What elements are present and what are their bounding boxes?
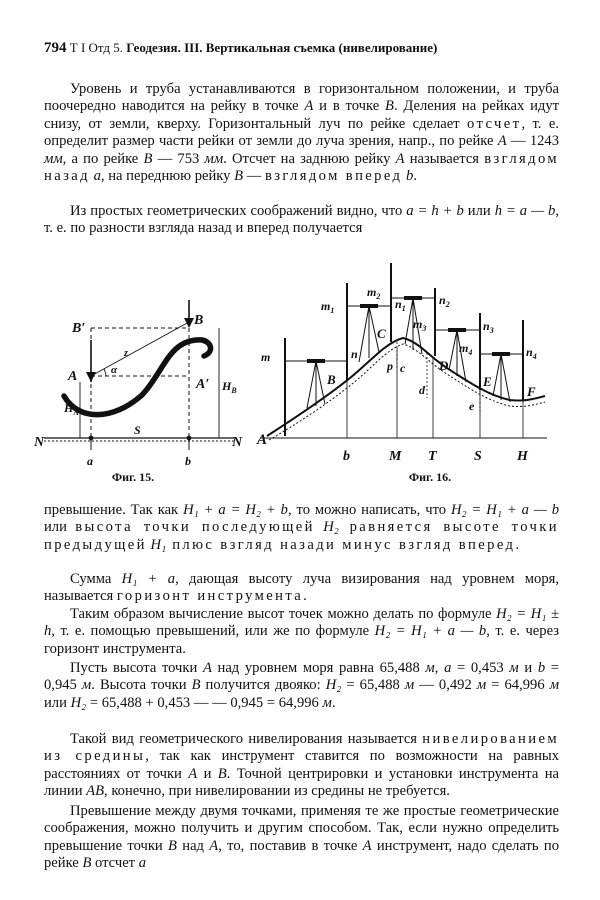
label-B-prime: B′ (72, 321, 86, 336)
tripod-1 (307, 361, 325, 408)
label-A-prime: A′ (196, 377, 210, 392)
label-b-axis: b (343, 449, 350, 463)
paragraph-5: Таким образом вычисление высот точек можно делать по формуле H₂ = H₁ ± h, т. е. помощью превышений, или же по формуле H₂ = H₁ + a — b, т. е. через горизонт инструмента. (44, 606, 560, 657)
label-e: e (469, 399, 475, 413)
label-F: F (527, 384, 536, 399)
paragraph-4: Сумма H₁ + a, дающая высоту луча визирования над уровнем моря, называется горизонт инструмента. (44, 571, 559, 605)
label-d: d (419, 383, 425, 397)
running-header (44, 40, 559, 60)
arrowhead-B (184, 318, 194, 328)
paragraph-2: Из простых геометрических соображений видно, что a = h + b или h = a — b, т. е. по разности взгляда назад и вперед получается (44, 203, 560, 237)
label-N-left: N (34, 435, 45, 450)
label-alpha: α (111, 364, 118, 376)
label-z: z (124, 348, 128, 359)
section-title: Геодезия. (126, 40, 181, 55)
label-B: B (327, 372, 336, 387)
part-number: Т I (69, 40, 86, 55)
label-n4: $n_4$ (526, 345, 537, 361)
label-c: c (400, 361, 406, 375)
figure-16-diagram (255, 258, 555, 463)
figure-15-diagram (34, 300, 249, 470)
label-a: a (87, 454, 93, 468)
paragraph-3: превышение. Так как H₁ + a = H₂ + b, то можно написать, что H₂ = H₁ + a — b или высота точки последующей H₂ равняется высоте точки предыдущей H₁ плюс взгляд назади минус взгляд вперед. (44, 502, 559, 553)
label-m1: $m_1$ (321, 299, 335, 315)
label-M-axis: M (389, 449, 402, 463)
label-n2: $n_2$ (439, 293, 450, 309)
label-m4: $m_4$ (459, 341, 473, 357)
label-A: A (68, 369, 78, 384)
label-T-axis: T (428, 449, 437, 463)
label-S: S (134, 423, 141, 437)
tripod-4 (449, 330, 466, 382)
label-m3: $m_3$ (413, 317, 427, 333)
label-C: C (377, 326, 386, 341)
level-3 (404, 296, 422, 300)
label-A: A (257, 432, 268, 448)
section-number: Отд 5. (88, 40, 124, 55)
label-p: p (387, 359, 393, 373)
level-1 (307, 359, 325, 363)
label-n1: $n_1$ (395, 297, 406, 313)
angle-arc (104, 369, 106, 376)
label-B: B (194, 313, 204, 328)
paragraph-7: Такой вид геометрического нивелирования называется нивелированием из средины, так как инструмент ставится по возможности на равных расстояниях от точки A и B. Точной центрировки и установки инструмента на линии AB, конечно, при нивелировании из средины не требуется. (44, 731, 560, 800)
level-4 (448, 328, 466, 332)
point-A (89, 374, 93, 378)
label-n3: $n_3$ (483, 319, 494, 335)
level-5 (492, 352, 510, 356)
page-number: 794 (44, 40, 67, 56)
point-a (89, 436, 94, 441)
figure-16-caption: Фиг. 16. (408, 470, 452, 484)
point-b (187, 436, 192, 441)
label-m2: $m_2$ (367, 285, 381, 301)
label-S-axis: S (474, 449, 482, 463)
figure-15-caption: Фиг. 15. (111, 470, 155, 484)
level-2 (360, 304, 378, 308)
label-b: b (185, 454, 191, 468)
label-n: n (351, 347, 358, 361)
label-m: m (261, 350, 271, 364)
tripod-2 (359, 306, 379, 362)
label-H-axis: H (517, 449, 528, 463)
paragraph-6: Пусть высота точки A над уровнем моря равна 65,488 м, a = 0,453 м и b = 0,945 м. Высота точки B получится двояко: H₂ = 65,488 м — 0,492 м = 64,996 м или H₂ = 65,488 + 0,453 — — 0,945 = 64,996 м. (44, 660, 560, 711)
subsection-title: III. Вертикальная съемка (нивелирование) (184, 40, 438, 55)
paragraph-8: Превышение между двумя точками, применяя те же простые геометрические соображения, можно получить и другим способом. Так, если нужно определить превышение точки B над A, то, поставив в точке A инструмент, надо сделать по рейке B отсчет a (44, 803, 560, 872)
label-E: E (483, 374, 492, 389)
label-HB: $H_B$ (222, 379, 237, 395)
label-D: D (439, 358, 449, 373)
paragraph-1: Уровень и труба устанавливаются в горизонтальном положении, и труба поочередно наводится на рейку в точке A и в точке B. Деления на рейках идут снизу, от земли, кверху. Горизонтальный луч по рейке сделает отсчет, т. е. определит размер части рейки от земли до луча зрения, напр., по рейке A — 1243 мм, а по рейке B — 753 мм. Отсчет на заднюю рейку A называется взглядом назад a, на переднюю рейку B — взглядом вперед b. (44, 81, 560, 185)
label-N-right: N (232, 435, 243, 450)
label-HA: $H_A$ (64, 401, 79, 417)
